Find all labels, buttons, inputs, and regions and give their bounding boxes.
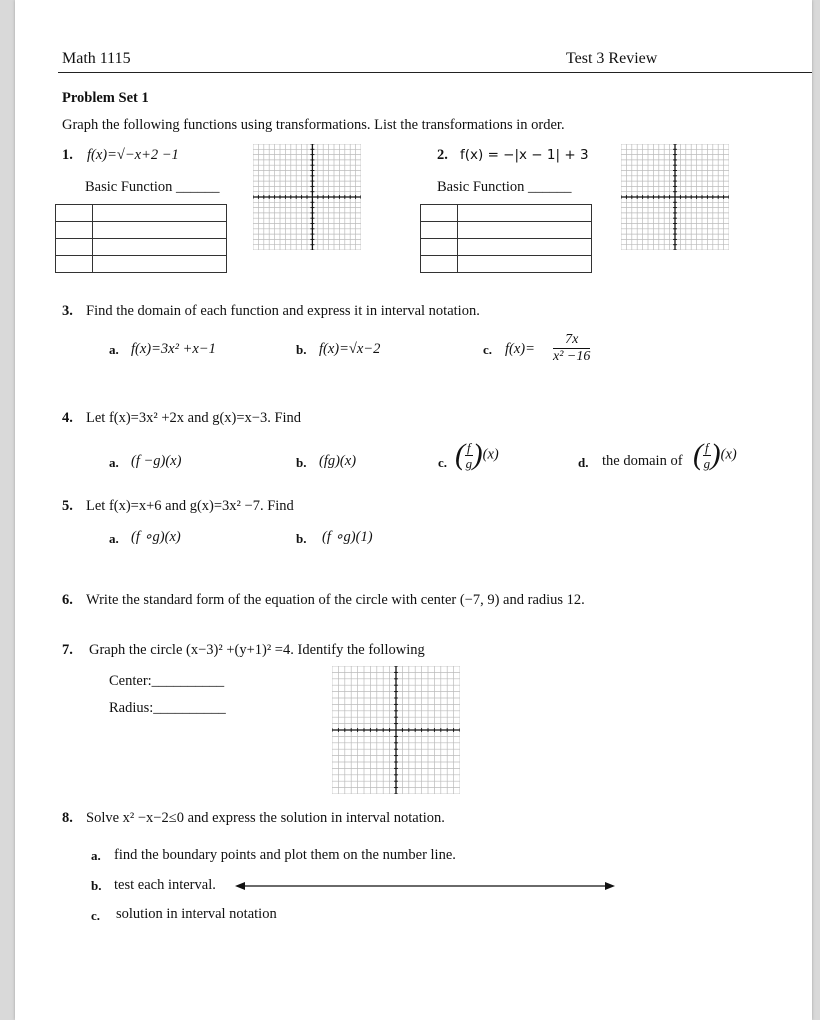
q4c-expression: ( $\frac{f}{g}$ )(x) <box>455 438 499 471</box>
q1-coordinate-grid <box>253 144 361 250</box>
q4a-expression: (f −g)(x) <box>131 453 182 469</box>
q3-text: Find the domain of each function and express it in interval notation. <box>86 303 480 319</box>
q2-number: 2. <box>437 147 448 163</box>
number-line-left-arrow <box>235 882 245 890</box>
q8b-label: b. <box>91 878 102 893</box>
q3c-lhs: f(x)= <box>505 341 535 357</box>
q7-number: 7. <box>62 642 73 658</box>
q5a-expression: (f ∘g)(x) <box>131 529 181 545</box>
instructions: Graph the following functions using transformations. List the transformations in order. <box>62 117 565 133</box>
q3a-label: a. <box>109 342 119 357</box>
q5-text: Let f(x)=x+6 and g(x)=3x² −7. Find <box>86 498 294 514</box>
q2-coordinate-grid <box>621 144 729 250</box>
q3a-function: f(x)=3x² +x−1 <box>131 341 216 357</box>
q3b-function: f(x)=√x−2 <box>319 341 381 357</box>
q4c-numerator: f <box>467 439 471 455</box>
q1-transformation-table <box>55 204 227 273</box>
number-line <box>235 879 615 893</box>
q2-transformation-table <box>420 204 592 273</box>
q4d-numerator: f <box>705 439 709 455</box>
document-title: Test 3 Review <box>566 50 658 67</box>
q4-number: 4. <box>62 410 73 426</box>
q3c-numerator: 7x <box>553 333 590 349</box>
q8b-text: test each interval. <box>114 877 216 893</box>
q7-center-blank: Center:__________ <box>109 673 225 689</box>
q2-function: f(x) = −|x − 1| + 3 <box>460 147 589 163</box>
q8c-text: solution in interval notation <box>116 906 277 922</box>
q4d-denominator: g <box>703 455 711 471</box>
q8-text: Solve x² −x−2≤0 and express the solution in interval notation. <box>86 810 445 826</box>
q4d-expression: ( $\frac{f}{g}$ )(x) <box>693 438 737 471</box>
q4-text: Let f(x)=3x² +2x and g(x)=x−3. Find <box>86 410 302 426</box>
header-rule <box>58 72 812 73</box>
q7-coordinate-grid <box>332 666 460 794</box>
q4c-denominator: g <box>465 455 473 471</box>
course-name: Math 1115 <box>62 50 131 67</box>
q3c-label: c. <box>483 342 493 357</box>
q4b-expression: (fg)(x) <box>319 453 357 469</box>
q3c-fraction <box>553 333 590 364</box>
q3-number: 3. <box>62 303 73 319</box>
q4d-label: d. <box>578 455 589 470</box>
q8c-label: c. <box>91 908 101 923</box>
q5a-label: a. <box>109 531 119 546</box>
q4d-tail: (x) <box>720 446 737 463</box>
q8a-label: a. <box>91 848 101 863</box>
q6-text: Write the standard form of the equation of the circle with center (−7, 9) and radius 12. <box>86 592 585 608</box>
q7-text: Graph the circle (x−3)² +(y+1)² =4. Identify the following <box>89 642 425 658</box>
q4b-label: b. <box>296 455 307 470</box>
q8a-text: find the boundary points and plot them on the number line. <box>114 847 456 863</box>
q5b-label: b. <box>296 531 307 546</box>
q5-number: 5. <box>62 498 73 514</box>
q2-basic-function: Basic Function ______ <box>437 179 572 195</box>
problem-set-heading: Problem Set 1 <box>62 90 149 106</box>
q7-radius-blank: Radius:__________ <box>109 700 226 716</box>
q3b-label: b. <box>296 342 307 357</box>
q4a-label: a. <box>109 455 119 470</box>
worksheet-page <box>15 0 812 1020</box>
q4d-text: the domain of <box>602 453 683 469</box>
q3c-denominator: x² −16 <box>553 349 591 364</box>
q1-function: f(x)=√−x+2 −1 <box>87 147 179 163</box>
q8-number: 8. <box>62 810 73 826</box>
q1-number: 1. <box>62 147 73 163</box>
q6-number: 6. <box>62 592 73 608</box>
q4c-label: c. <box>438 455 448 470</box>
q1-basic-function: Basic Function ______ <box>85 179 220 195</box>
number-line-right-arrow <box>605 882 615 890</box>
q4c-tail: (x) <box>482 446 499 463</box>
q5b-expression: (f ∘g)(1) <box>322 529 373 545</box>
